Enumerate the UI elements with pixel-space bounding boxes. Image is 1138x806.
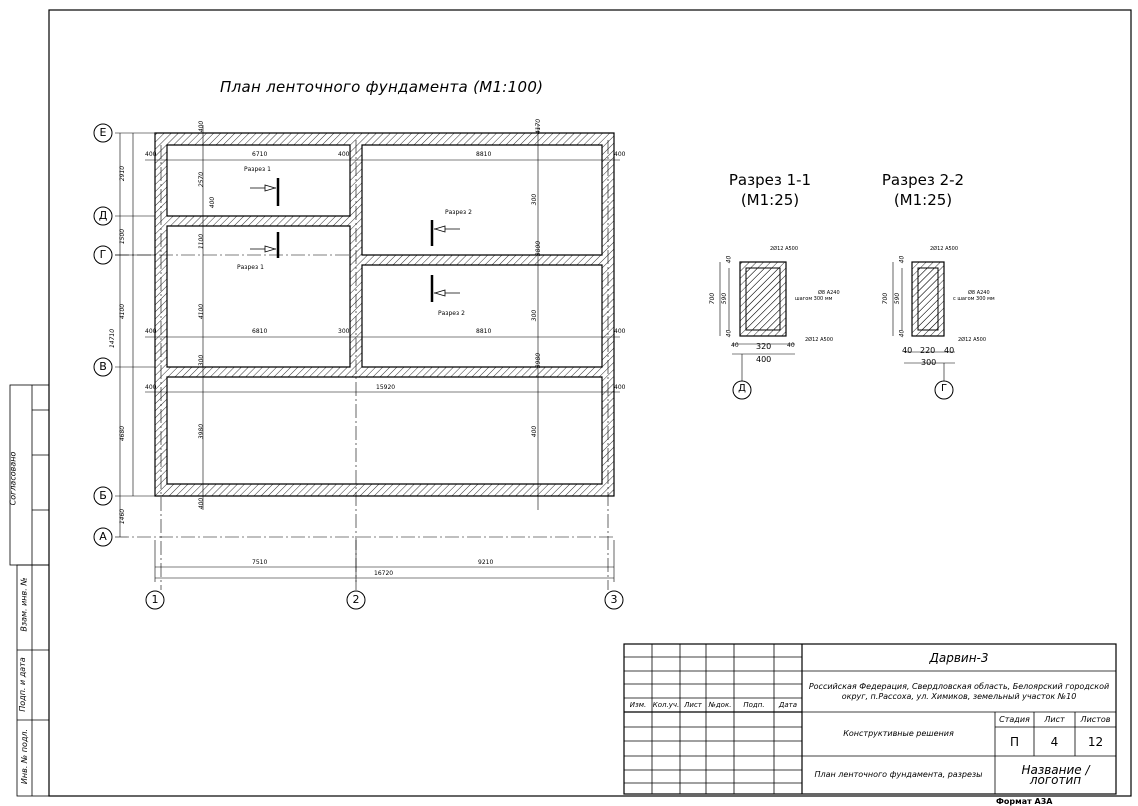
- dim-left-1: 1500: [119, 228, 127, 245]
- dim-total-bottom: 16720: [374, 570, 394, 577]
- section-mark-label: Разрез 1: [244, 166, 271, 173]
- col-data: Дата: [778, 701, 798, 709]
- dim-v-3: 1100: [198, 233, 206, 250]
- sec1-rebar-top: 2Ø12 А500: [770, 246, 799, 252]
- dim-left-3: 4680: [119, 425, 127, 442]
- dim-top-3: 8810: [476, 151, 492, 158]
- dim-mid-1: 6810: [252, 328, 268, 335]
- dim-total-left: 14710: [109, 328, 117, 349]
- col-ndoc: №док.: [708, 701, 732, 709]
- section-mark-label: Разрез 1: [237, 264, 264, 271]
- sheet-value: 4: [1050, 734, 1059, 749]
- col-list: Лист: [684, 701, 702, 709]
- dim-left-4: 1460: [119, 508, 127, 525]
- section-2-axis: Г: [940, 383, 948, 394]
- dim-v-1: 2570: [198, 171, 206, 188]
- sec2-dim-top: 40: [898, 255, 906, 264]
- sec1-dim-total: 400: [756, 355, 772, 364]
- logo-placeholder: Название / логотип: [1021, 763, 1090, 787]
- dim-v-12: 3980: [535, 352, 543, 369]
- sheet-label: Лист: [1044, 714, 1065, 724]
- col-izm: Изм.: [629, 701, 647, 709]
- section-mark-label: Разрез 2: [445, 209, 472, 216]
- dim-mid-2: 300: [338, 328, 350, 335]
- sec2-dim-h: 700: [882, 292, 890, 305]
- sec2-rebar-top: 2Ø12 А500: [930, 246, 959, 252]
- dim-left-2: 4100: [119, 303, 127, 320]
- dim-mid-3: 8810: [476, 328, 492, 335]
- sec1-dim-inner: 590: [721, 292, 729, 305]
- section-mark-label: Разрез 2: [438, 310, 465, 317]
- dim-v-6: 3980: [198, 423, 206, 440]
- section-2-title: Разрез 2-2 (М1:25): [881, 171, 965, 209]
- axis-label-2: 2: [352, 593, 360, 606]
- dim-v-9: 300: [531, 193, 539, 206]
- dim-v-11: 300: [531, 309, 539, 322]
- sec1-dim-top: 40: [725, 255, 733, 264]
- sec2-rebar-side2: с шагом 300 мм: [953, 296, 995, 302]
- dim-low-2: 400: [614, 384, 626, 391]
- dim-v-7: 400: [198, 497, 206, 510]
- project-address: Российская Федерация, Свердловская область, Белоярский городской округ, п.Рассоха, ул. Химиков, земельный участок №10: [808, 682, 1110, 701]
- sec2-dim-l: 40: [902, 346, 913, 355]
- sec1-dim-l: 40: [731, 342, 739, 349]
- dim-top-1: 6710: [252, 151, 268, 158]
- left-stamp: [10, 385, 49, 796]
- axis-label-g: Г: [99, 248, 107, 261]
- sec1-dim-w: 320: [756, 342, 772, 351]
- sec2-dim-bot: 40: [898, 329, 906, 338]
- sec2-dim-r: 40: [944, 346, 955, 355]
- sec1-rebar-bottom: 2Ø12 А500: [805, 337, 834, 343]
- plan-title: План ленточного фундамента (М1:100): [220, 78, 544, 96]
- section-1-title: Разрез 1-1 (М1:25): [728, 171, 812, 209]
- dim-v-0: 400: [198, 120, 206, 133]
- sidebar-inv-replace: Взам. инв. №: [19, 577, 29, 632]
- dim-top-0: 400: [145, 151, 157, 158]
- sidebar-agreed: Согласовано: [8, 451, 18, 506]
- dim-v-8: 4170: [535, 118, 543, 135]
- dim-v-4: 4100: [198, 303, 206, 320]
- axis-label-1: 1: [151, 593, 159, 606]
- section-name: Конструктивные решения: [843, 729, 954, 738]
- dim-top-2: 400: [338, 151, 350, 158]
- sec2-dim-total: 300: [921, 358, 937, 367]
- dim-bottom-1: 9210: [478, 559, 494, 566]
- col-kolu: Кол.уч.: [652, 701, 680, 709]
- axis-label-d: Д: [98, 209, 108, 222]
- axis-label-v: В: [99, 360, 107, 373]
- stage-label: Стадия: [999, 714, 1030, 724]
- sec1-dim-r: 40: [787, 342, 795, 349]
- foundation-walls: [155, 133, 614, 496]
- sheets-value: 12: [1087, 734, 1104, 749]
- sec2-dim-w: 220: [920, 346, 936, 355]
- sheets-label: Листов: [1080, 714, 1111, 724]
- sheet-name: План ленточного фундамента, разрезы: [814, 770, 983, 779]
- dim-v-2: 400: [209, 196, 217, 209]
- sec1-rebar-side2: шагом 300 мм: [795, 296, 833, 302]
- sec1-dim-h: 700: [709, 292, 717, 305]
- stage-value: П: [1009, 734, 1020, 749]
- format-label: Формат А3А: [996, 797, 1053, 806]
- dim-v-13: 400: [531, 425, 539, 438]
- axis-label-a: А: [99, 530, 107, 543]
- project-name: Дарвин-3: [929, 650, 989, 665]
- dim-bottom-0: 7510: [252, 559, 268, 566]
- sec1-dim-bot: 40: [725, 329, 733, 338]
- sec1-rebar-side: Ø8 А240: [818, 290, 840, 296]
- axis-label-b: Б: [99, 489, 107, 502]
- sidebar-sign-date: Подп. и дата: [17, 657, 27, 712]
- sec2-rebar-side: Ø8 А240: [968, 290, 990, 296]
- dim-top-4: 400: [614, 151, 626, 158]
- dim-low-1: 15920: [376, 384, 396, 391]
- col-podp: Подп.: [743, 701, 765, 709]
- axis-label-3: 3: [610, 593, 618, 606]
- dim-left-0: 2910: [119, 165, 127, 182]
- sec2-dim-inner: 590: [894, 292, 902, 305]
- sidebar-inv-orig: Инв. № подл.: [20, 728, 30, 785]
- axis-label-e: Е: [99, 126, 107, 139]
- dim-v-5: 300: [198, 354, 206, 367]
- dim-v-10: 3800: [535, 240, 543, 257]
- section-1-axis: Д: [738, 383, 746, 394]
- sec2-rebar-bottom: 2Ø12 А500: [958, 337, 987, 343]
- dim-low-0: 400: [145, 384, 157, 391]
- dim-mid-4: 400: [614, 328, 626, 335]
- dim-mid-0: 400: [145, 328, 157, 335]
- dimension-lines: [115, 125, 620, 582]
